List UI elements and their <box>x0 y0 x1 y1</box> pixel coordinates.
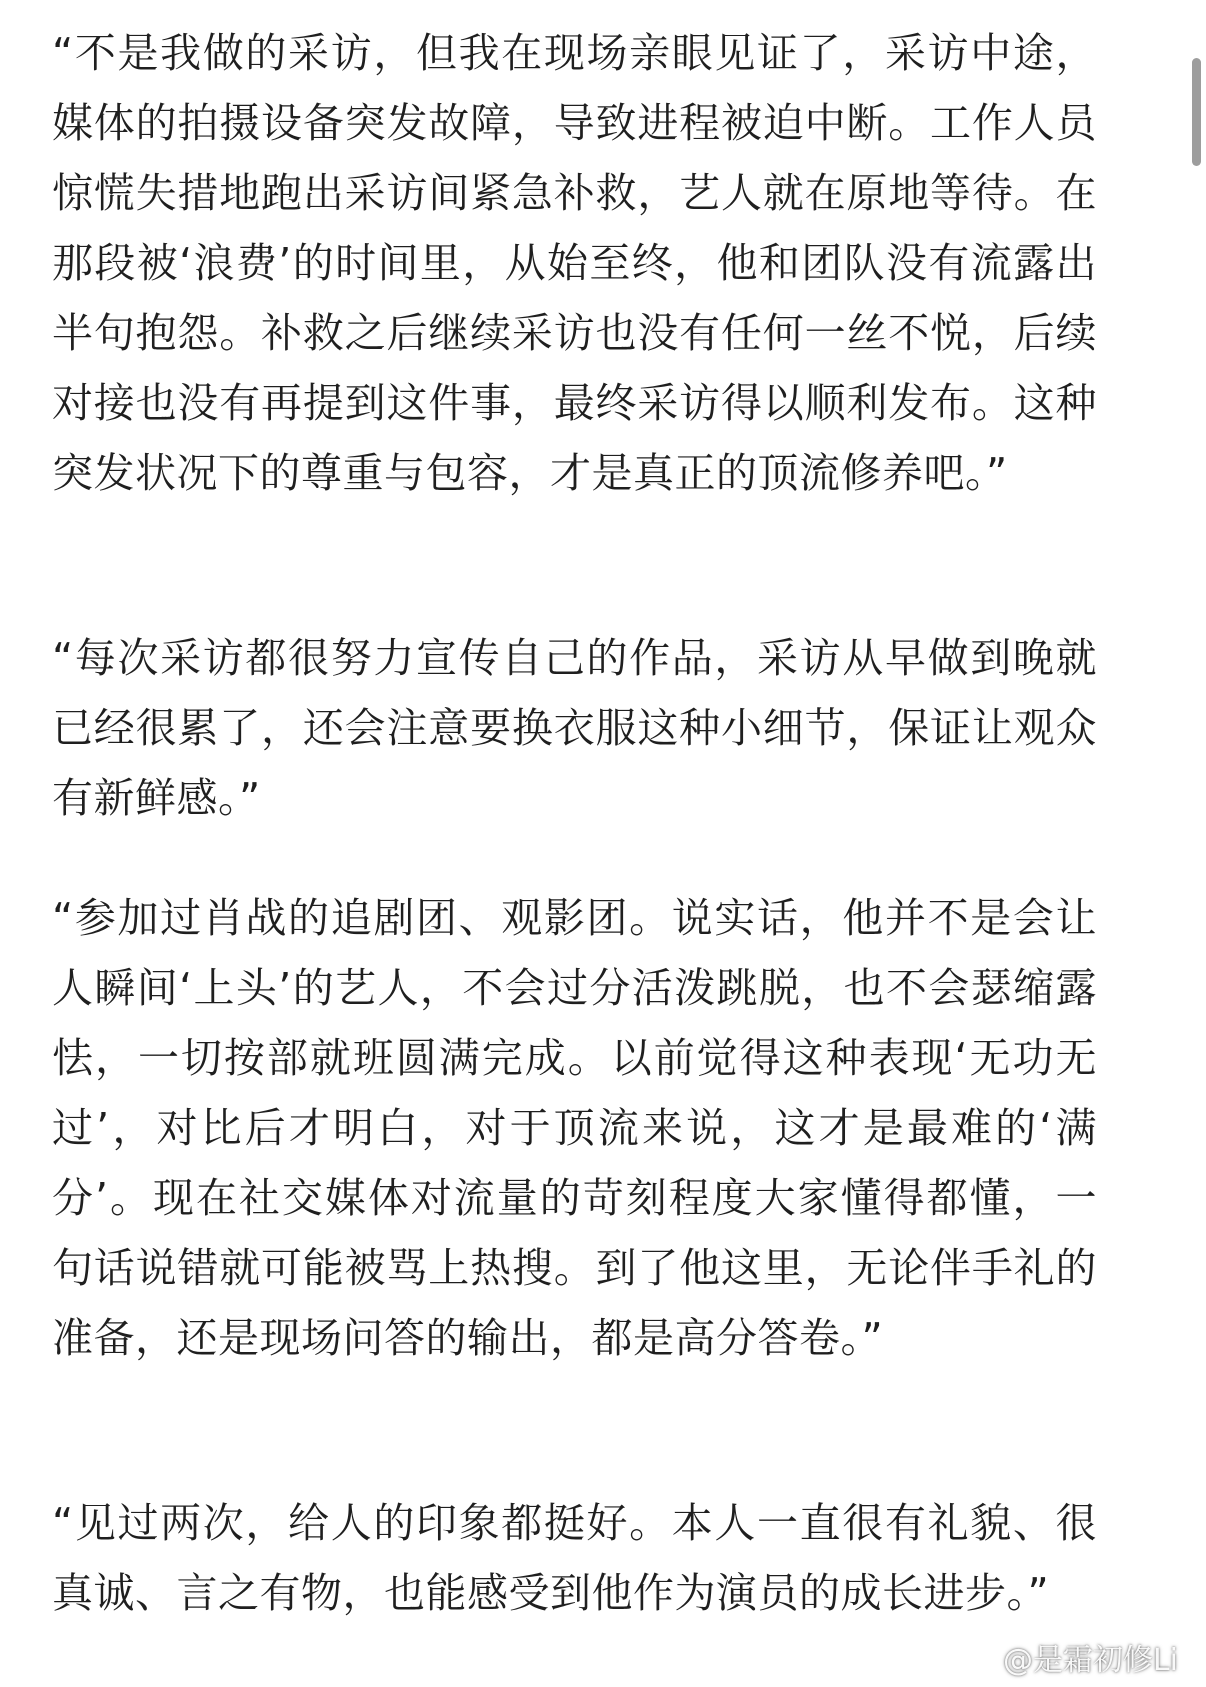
paragraph-4: “见过两次，给人的印象都挺好。本人一直很有礼貌、很真诚、言之有物，也能感受到他作为演员的成长进步。” <box>52 1499 1097 1617</box>
watermark <box>967 1635 1178 1679</box>
watermark-text: @是霜初修Li <box>1002 1643 1178 1678</box>
scroll-thumb[interactable] <box>1192 58 1201 166</box>
paragraph-1: “不是我做的采访，但我在现场亲眼见证了，采访中途，媒体的拍摄设备突发故障，导致进程被迫中断。工作人员惊慌失措地跑出采访间紧急补救，艺人就在原地等待。在那段被‘浪费’的时间里，从始至终，他和团队没有流露出半句抱怨。补救之后继续采访也没有任何一丝不悦，后续对接也没有再提到这件事，最终采访得以顺利发布。这种突发状况下的尊重与包容，才是真正的顶流修养吧。” <box>52 29 1097 497</box>
paragraph-2: “每次采访都很努力宣传自己的作品，采访从早做到晚就已经很累了，还会注意要换衣服这种小细节，保证让观众有新鲜感。” <box>52 634 1097 822</box>
scrollbar[interactable] <box>1186 0 1206 1687</box>
weibo-icon <box>967 1642 997 1672</box>
paragraph-3: “参加过肖战的追剧团、观影团。说实话，他并不是会让人瞬间‘上头’的艺人，不会过分活泼跳脱，也不会瑟缩露怯，一切按部就班圆满完成。以前觉得这种表现‘无功无过’，对比后才明白，对于顶流来说，这才是最难的‘满分’。现在社交媒体对流量的苛刻程度大家懂得都懂，一句话说错就可能被骂上热搜。到了他这里，无论伴手礼的准备，还是现场问答的输出，都是高分答卷。” <box>52 894 1097 1362</box>
